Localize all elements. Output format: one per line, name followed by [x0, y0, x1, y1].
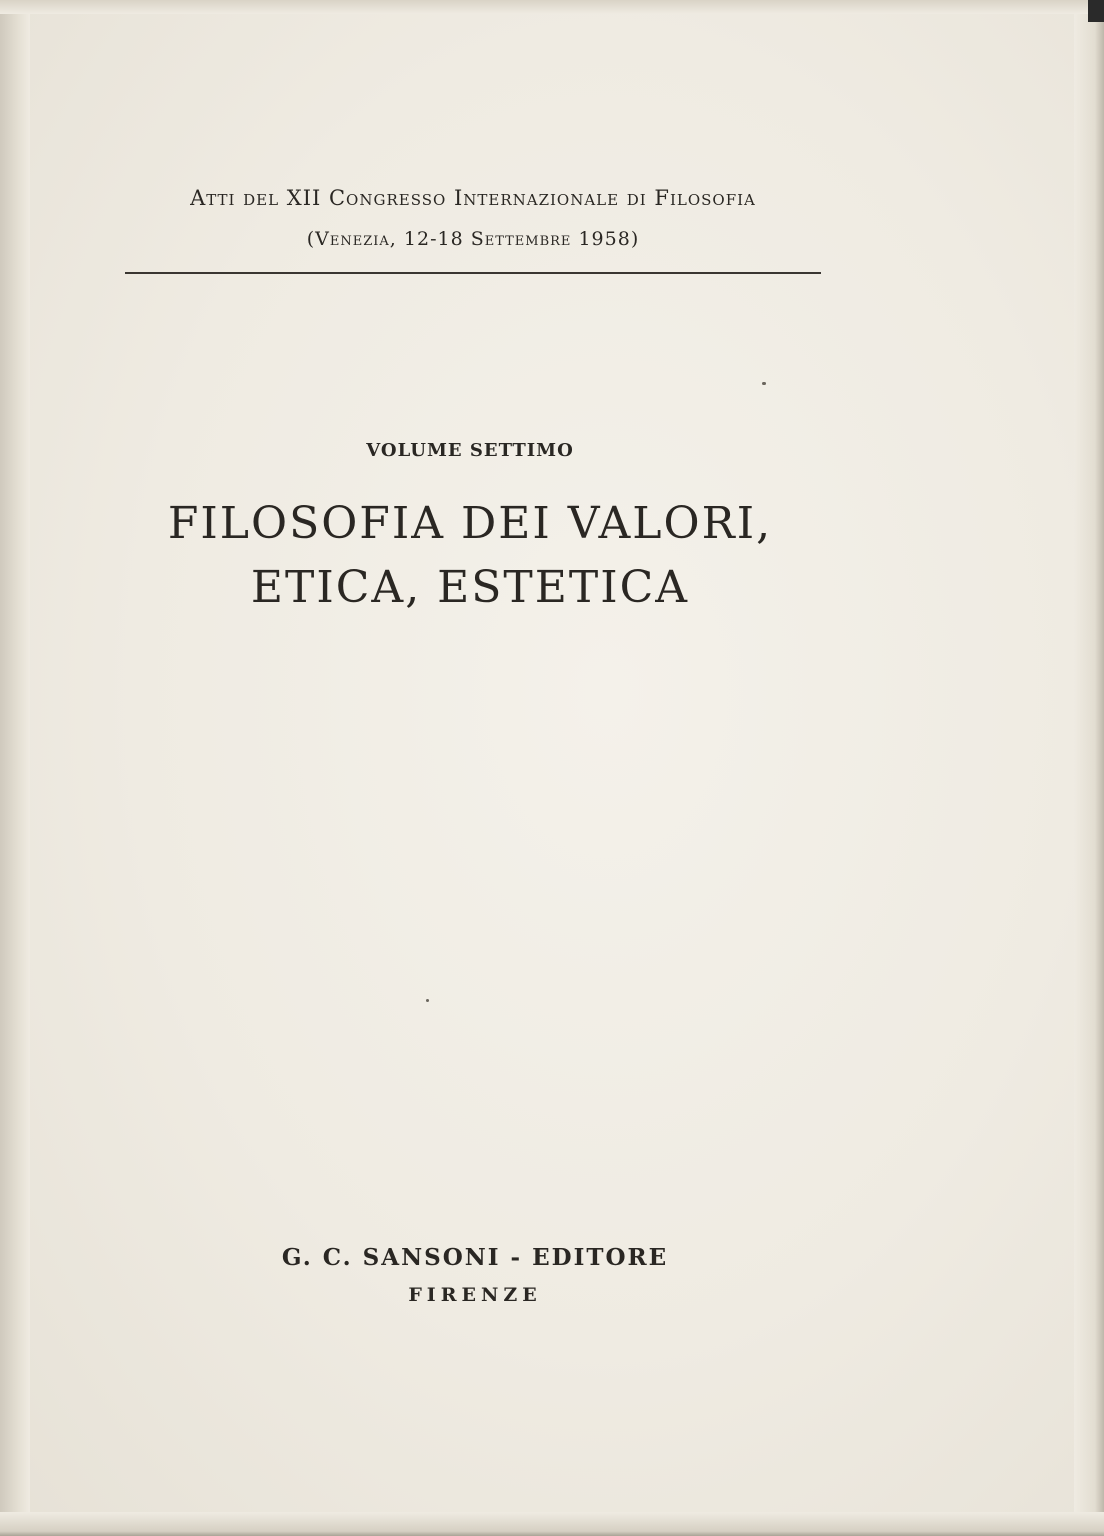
cover-top-edge [0, 0, 1104, 14]
header-rule [125, 272, 821, 274]
book-title-line2: ETICA, ESTETICA [250, 562, 690, 613]
paper-speck [426, 999, 429, 1002]
cover-bottom-edge [0, 1512, 1104, 1536]
series-title: Atti del XII Congresso Internazionale di Filosofia [190, 186, 756, 210]
book-title-line1: FILOSOFIA DEI VALORI, [167, 498, 773, 549]
cover-right-edge [1074, 0, 1104, 1536]
paper-speck [762, 382, 766, 385]
background-corner [1088, 0, 1104, 22]
publisher-name: G. C. SANSONI - EDITORE [281, 1244, 669, 1271]
cover-spine-edge [0, 0, 30, 1536]
volume-label: VOLUME SETTIMO [366, 440, 574, 461]
congress-dates: (Venezia, 12-18 Settembre 1958) [306, 228, 640, 250]
publisher-city: FIRENZE [408, 1284, 542, 1306]
